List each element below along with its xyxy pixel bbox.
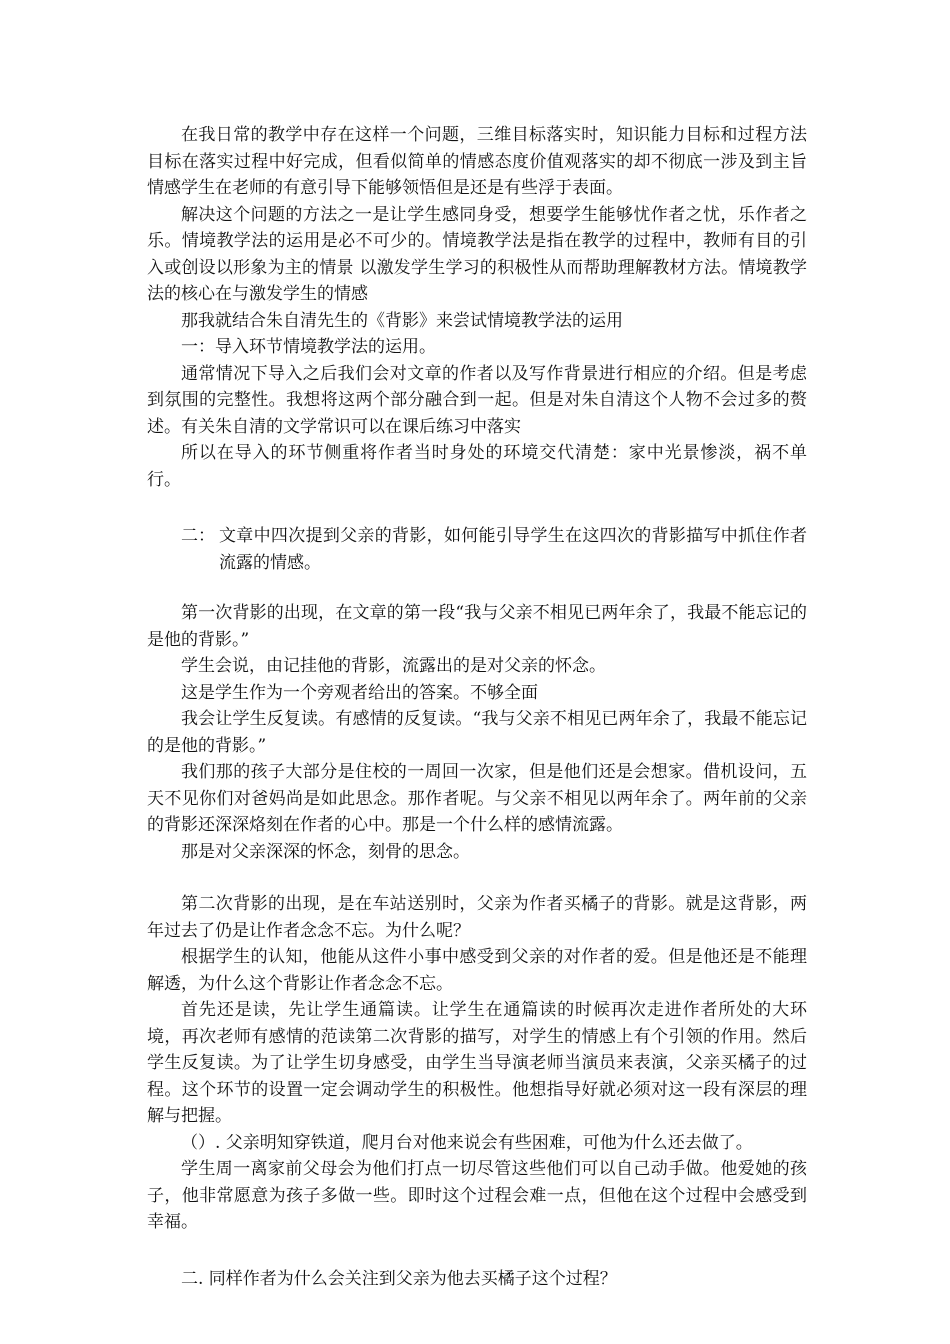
section-heading — [147, 523, 807, 576]
document-page — [147, 122, 807, 1292]
blank-line — [147, 576, 807, 600]
paragraph: 第二次背影的出现，是在车站送别时，父亲为作者买橘子的背影。就是这背影，两年过去了仍是让作者念念不忘。为什么呢？ — [147, 894, 807, 941]
paragraph: 第一次背影的出现，在文章的第一段“我与父亲不相见已两年余了，我最不能忘记的是他的背影。” — [147, 603, 807, 650]
paragraph: 那我就结合朱自清先生的《背影》来尝试情境教学法的运用 — [181, 310, 623, 331]
paragraph: 通常情况下导入之后我们会对文章的作者以及写作背景进行相应的介绍。但是考虑到氛围的完整性。我想将这两个部分融合到一起。但是对朱自清这个人物不会过多的赘述。有关朱自清的文学常识可以在课后练习中落实 — [147, 363, 807, 437]
paragraph: 根据学生的认知，他能从这件小事中感受到父亲的对作者的爱。但是他还是不能理解透，为什么这个背影让作者念念不忘。 — [147, 947, 807, 994]
paragraph: 首先还是读，先让学生通篇读。让学生在通篇读的时候再次走进作者所处的大环境，再次老师有感情的范读第二次背影的描写，对学生的情感上有个引领的作用。然后学生反复读。为了让学生切身感受，由学生当导演老师当演员来表演，父亲买橘子的过程。这个环节的设置一定会调动学生的积极性。他想指导好就必须对这一段有深层的理解与把握。 — [147, 1000, 807, 1126]
paragraph: 学生会说，由记挂他的背影，流露出的是对父亲的怀念。 — [181, 656, 606, 676]
paragraph: 所以在导入的环节侧重将作者当时身处的环境交代清楚：家中光景惨淡，祸不单行。 — [147, 443, 807, 490]
section-heading: 一：导入环节情境教学法的运用。 — [181, 337, 436, 357]
blank-line — [147, 865, 807, 891]
paragraph: 我们那的孩子大部分是住校的一周回一次家，但是他们还是会想家。借机设问，五天不见你们对爸妈尚是如此思念。那作者呢。与父亲不相见以两年余了。两年前的父亲的背影还深深烙刻在作者的心中。那是一个什么样的感情流露。 — [147, 762, 807, 835]
paragraph: 学生周一离家前父母会为他们打点一切尽管这些他们可以自己动手做。他爱她的孩子，他非常愿意为孩子多做一些。即时这个过程会难一点，但他在这个过程中会感受到幸福。 — [147, 1159, 807, 1232]
paragraph: 我会让学生反复读。有感情的反复读。“我与父亲不相见已两年余了，我最不能忘记的是他的背影。” — [147, 709, 807, 756]
section-title: 文章中四次提到父亲的背影，如何能引导学生在这四次的背影描写中抓住作者流露的情感。 — [219, 526, 807, 573]
paragraph: （）. 父亲明知穿铁道，爬月台对他来说会有些困难，可他为什么还去做了。 — [181, 1132, 753, 1153]
paragraph: 在我日常的教学中存在这样一个问题，三维目标落实时，知识能力目标和过程方法目标在落实过程中好完成，但看似简单的情感态度价值观落实的却不彻底一涉及到主旨情感学生在老师的有意引导下能够领悟但是还是有些浮于表面。 — [147, 125, 807, 198]
paragraph: 那是对父亲深深的怀念，刻骨的思念。 — [181, 841, 470, 862]
paragraph: 这是学生作为一个旁观者给出的答案。不够全面 — [181, 682, 538, 703]
section-heading: 二. 同样作者为什么会关注到父亲为他去买橘子这个过程？ — [181, 1268, 617, 1289]
blank-line — [147, 493, 807, 523]
blank-line — [147, 1236, 807, 1266]
section-number: 二： — [181, 526, 215, 546]
paragraph: 解决这个问题的方法之一是让学生感同身受，想要学生能够忧作者之忧，乐作者之乐。情境教学法的运用是必不可少的。情境教学法是指在教学的过程中，教师有目的引入或创设以形象为主的情景 以激发学生学习的积极性从而帮助理解教材方法。情境教学法的核心在与激发学生的情感 — [147, 204, 807, 304]
